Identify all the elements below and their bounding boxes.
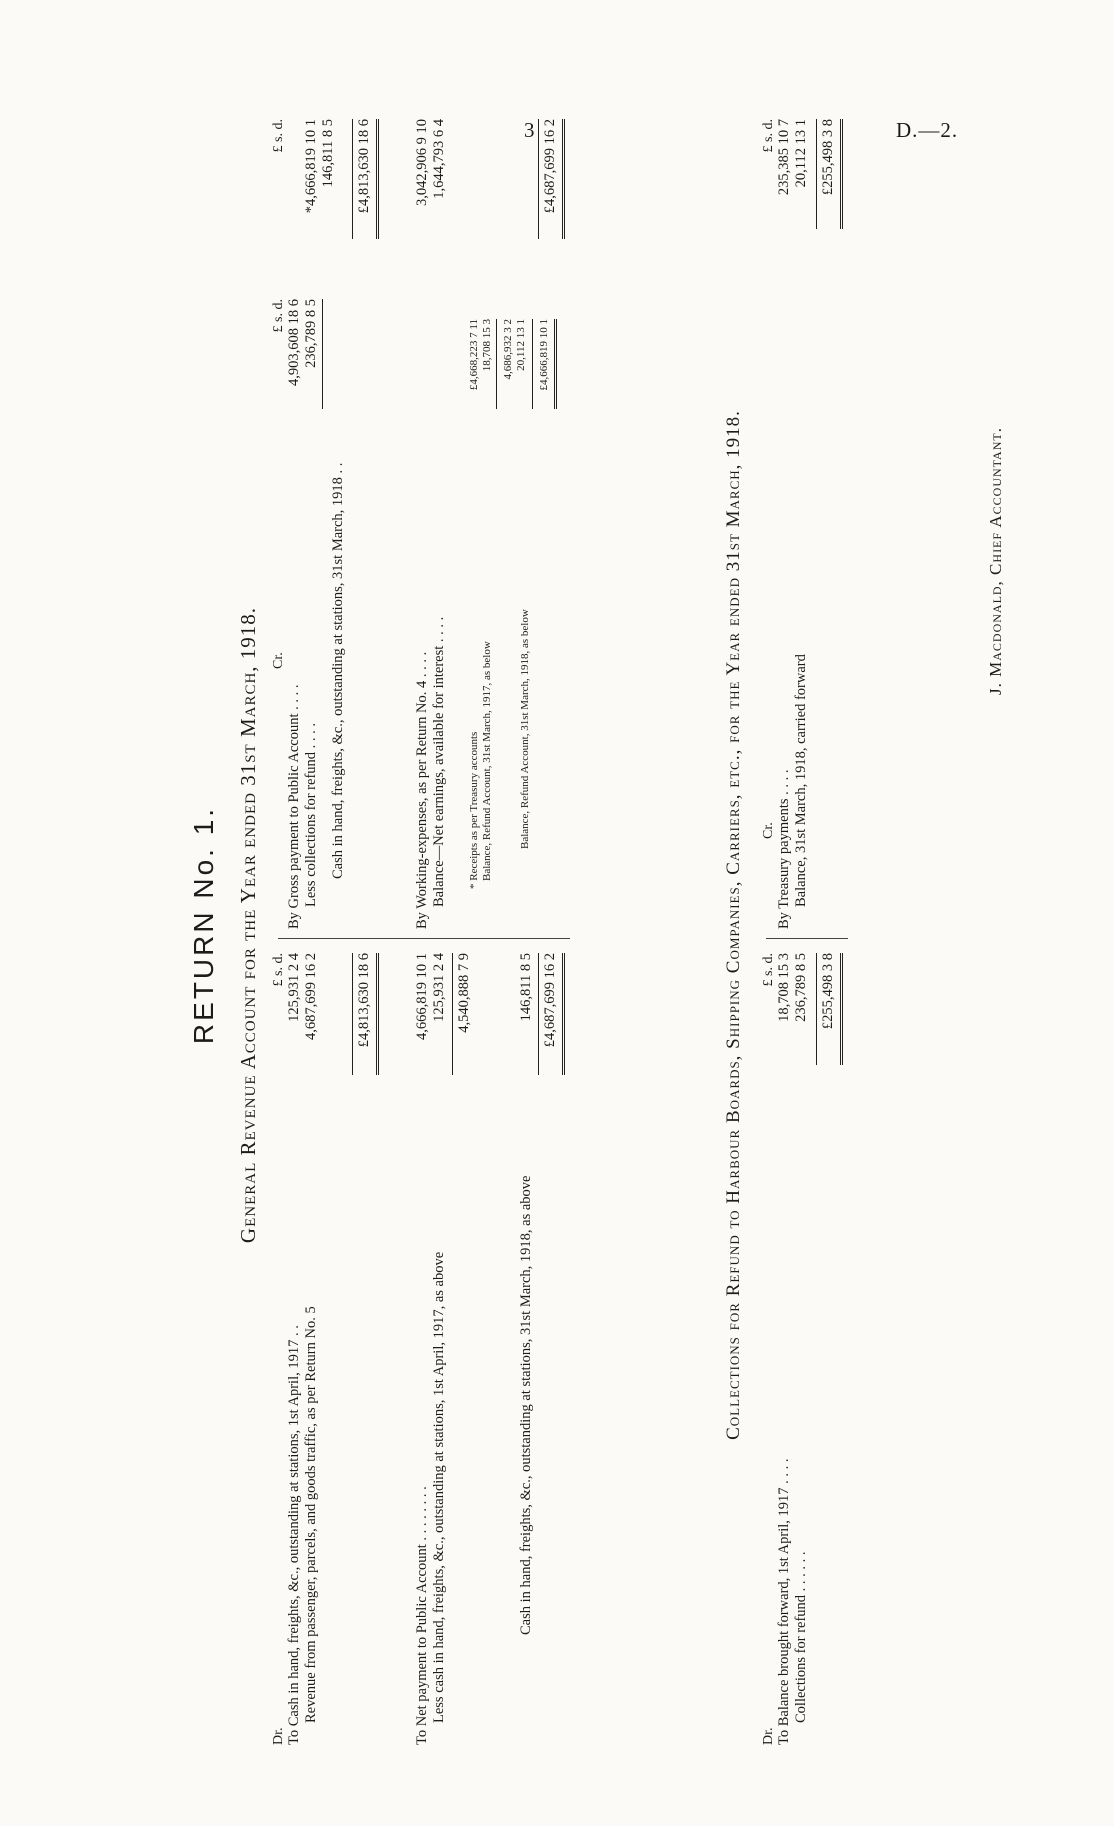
cr-caption: Cr. bbox=[271, 652, 286, 669]
cr-cash-in-hand-1918: Cash in hand, freights, &c., outstanding at stations, 31st March, 1918 . . bbox=[330, 462, 346, 879]
cr-lsd-header-2: £ s. d. bbox=[271, 119, 286, 153]
dr-traffic-revenue: Revenue from passenger, parcels, and goods traffic, as per Return No. 5 bbox=[303, 1306, 319, 1723]
cr-cash-in-hand-1918-amount: 146,811 8 5 bbox=[320, 119, 336, 188]
dr-double-rule-2 bbox=[562, 953, 565, 1075]
note-refund-balance-1918-amount: 20,112 13 1 bbox=[515, 319, 527, 371]
revenue-dr-side bbox=[270, 945, 670, 1745]
rotated-page-content bbox=[150, 105, 1030, 1745]
dr-rule-1 bbox=[352, 953, 353, 1075]
dr-subtotal: 4,540,888 7 9 bbox=[456, 953, 472, 1033]
note-treasury-receipts: * Receipts as per Treasury accounts bbox=[468, 731, 480, 889]
note-total: £4,666,819 10 1 bbox=[538, 319, 550, 391]
dr-cash-in-hand-1917: To Cash in hand, freights, &c., outstanding at stations, 1st April, 1917 . . bbox=[286, 1325, 302, 1745]
cr-gross-payment-amount: 4,903,608 18 6 bbox=[286, 299, 302, 386]
note-refund-balance-1918: Balance, Refund Account, 31st March, 1918, as below bbox=[519, 609, 531, 849]
note-refund-balance-1917-amount: 18,708 15 3 bbox=[481, 319, 493, 372]
refund-cr-double-rule bbox=[840, 119, 843, 229]
cr-gross-payment: By Gross payment to Public Account . . . . bbox=[286, 684, 302, 929]
note-rule-2 bbox=[532, 319, 533, 409]
refund-dr-balance-brought-forward: To Balance brought forward, 1st April, 1917 . . . . bbox=[776, 1458, 792, 1745]
cr-less-collections-amount: 236,789 8 5 bbox=[303, 299, 319, 368]
lsd-header: £ s. d. bbox=[271, 953, 286, 987]
refund-dr-collections-amount: 236,789 8 5 bbox=[793, 953, 809, 1022]
refund-dr-collections: Collections for refund . . . . . . bbox=[793, 1551, 809, 1723]
dr-cash-in-hand-1918: Cash in hand, freights, &c., outstanding at stations, 31st March, 1918, as above bbox=[518, 1175, 534, 1635]
dr-total-1: £4,813,630 18 6 bbox=[356, 953, 372, 1048]
page-number: 3 bbox=[524, 118, 535, 142]
dr-cash-in-hand-1917-amount: 125,931 2 4 bbox=[286, 953, 302, 1022]
dr-caption: Dr. bbox=[271, 1727, 286, 1745]
refund-cr-lsd-header: £ s. d. bbox=[761, 119, 776, 153]
cr-total-2: £4,687,699 16 2 bbox=[542, 119, 558, 214]
refund-cr-balance-carried-forward: Balance, 31st March, 1918, carried forward bbox=[793, 654, 809, 907]
refund-dr-side bbox=[760, 945, 890, 1745]
dr-rule-2 bbox=[452, 953, 453, 1075]
refund-dr-total: £255,498 3 8 bbox=[820, 953, 836, 1030]
refund-dr-double-rule bbox=[840, 953, 843, 1065]
note-refund-balance-1917: Balance, Refund Account, 31st March, 1917, as below bbox=[481, 641, 493, 881]
dr-less-cash-in-hand-amount: 125,931 2 4 bbox=[431, 953, 447, 1022]
refund-cr-balance-carried-forward-amount: 20,112 13 1 bbox=[793, 119, 809, 188]
refund-dr-rule bbox=[816, 953, 817, 1065]
note-subtotal: 4,686,932 3 2 bbox=[502, 319, 514, 380]
dr-net-payment: To Net payment to Public Account . . . . . . . . bbox=[414, 1486, 430, 1745]
refund-cr-treasury-payments-amount: 235,385 10 7 bbox=[776, 119, 792, 196]
dr-traffic-revenue-amount: 4,687,699 16 2 bbox=[303, 953, 319, 1040]
revenue-account-title: General Revenue Account for the Year ended 31st March, 1918. bbox=[236, 606, 260, 1244]
refund-dr-lsd-header: £ s. d. bbox=[761, 953, 776, 987]
cr-double-rule-1 bbox=[376, 119, 379, 239]
cr-lsd-header-1: £ s. d. bbox=[271, 299, 286, 333]
dr-cash-in-hand-1918-amount: 146,811 8 5 bbox=[518, 953, 534, 1022]
cr-rule-2 bbox=[538, 119, 539, 239]
refund-cr-treasury-payments: By Treasury payments . . . . bbox=[776, 769, 792, 929]
dr-net-payment-amount: 4,666,819 10 1 bbox=[414, 953, 430, 1040]
refund-dr-caption: Dr. bbox=[761, 1727, 776, 1745]
refund-account-title: Collections for Refund to Harbour Boards, Shipping Companies, Carriers, etc., for the Year ended 31st March, 1918. bbox=[723, 410, 744, 1440]
cr-working-expenses-amount: 3,042,906 9 10 bbox=[414, 119, 430, 206]
document-reference: D.—2. bbox=[896, 118, 959, 142]
refund-cr-rule bbox=[816, 119, 817, 229]
cr-working-expenses: By Working-expenses, as per Return No. 4 . . . . bbox=[414, 651, 430, 929]
revenue-cr-side bbox=[270, 105, 670, 929]
cr-rule-1 bbox=[352, 119, 353, 239]
signature: J. Macdonald, Chief Accountant. bbox=[986, 427, 1005, 695]
refund-cr-total: £255,498 3 8 bbox=[820, 119, 836, 196]
dr-rule-3 bbox=[538, 953, 539, 1075]
refund-cr-side bbox=[760, 105, 890, 929]
note-rule-1 bbox=[496, 319, 497, 409]
note-double-rule bbox=[554, 319, 557, 409]
refund-dr-balance-brought-forward-amount: 18,708 15 3 bbox=[776, 953, 792, 1022]
refund-center-divider bbox=[766, 938, 848, 939]
dr-less-cash-in-hand: Less cash in hand, freights, &c., outstanding at stations, 1st April, 1917, as above bbox=[431, 1251, 447, 1723]
cr-net-earnings: Balance—Net earnings, available for interest . . . . bbox=[431, 616, 447, 907]
revenue-center-divider bbox=[278, 938, 570, 939]
note-treasury-receipts-amount: £4,668,223 7 11 bbox=[468, 319, 480, 391]
return-title: RETURN No. 1. bbox=[188, 805, 219, 1045]
cr-rule-a bbox=[322, 299, 323, 409]
cr-less-collections: Less collections for refund . . . . bbox=[303, 722, 319, 907]
cr-net-earnings-amount: 1,644,793 6 4 bbox=[431, 119, 447, 199]
cr-net-payment-amount: *4,666,819 10 1 bbox=[303, 119, 319, 214]
dr-total-2: £4,687,699 16 2 bbox=[542, 953, 558, 1048]
cr-total-1: £4,813,630 18 6 bbox=[356, 119, 372, 214]
refund-cr-caption: Cr. bbox=[761, 822, 776, 839]
cr-double-rule-2 bbox=[562, 119, 565, 239]
dr-double-rule-1 bbox=[376, 953, 379, 1075]
